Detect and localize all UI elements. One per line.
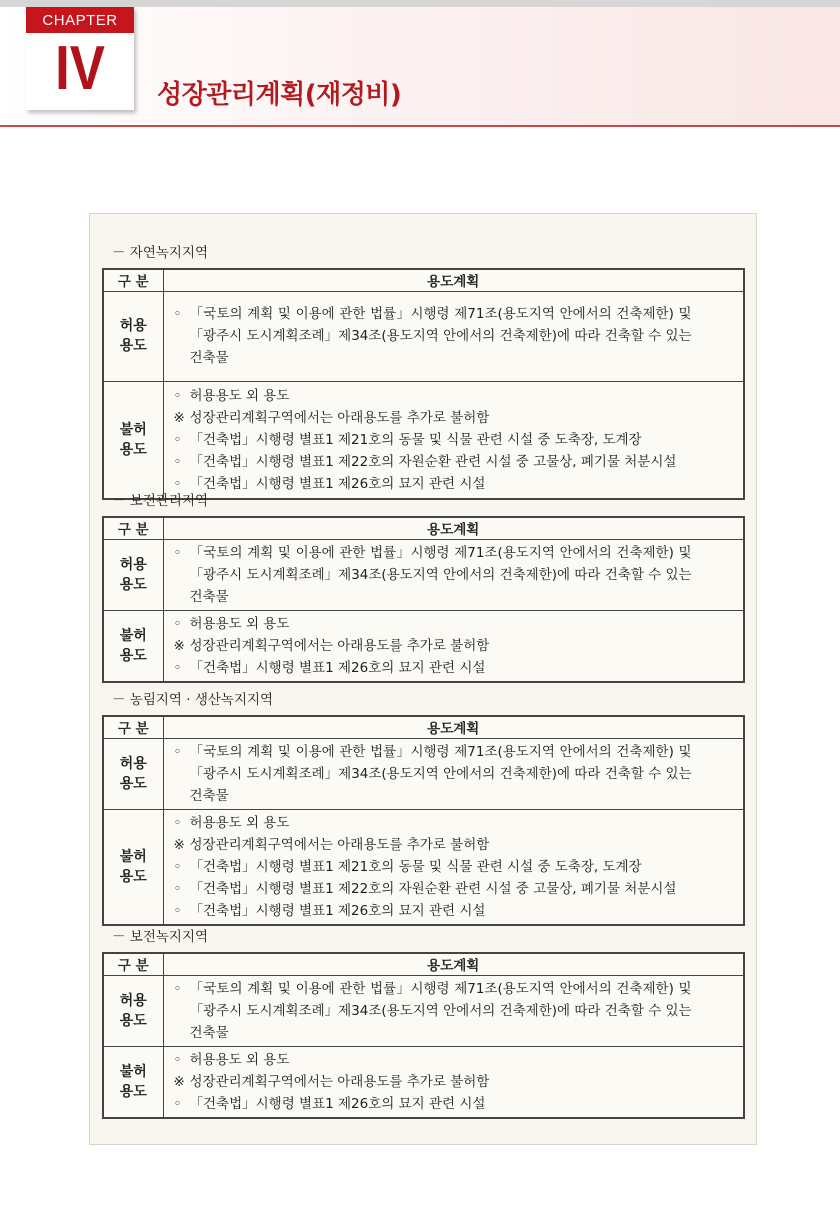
bullet: ※ bbox=[173, 1073, 185, 1090]
prohibited-item: 「건축법」시행령 별표1 제26호의 묘지 관련 시설 bbox=[189, 475, 486, 492]
prohibited-content bbox=[163, 1046, 744, 1118]
allowed-content bbox=[163, 975, 744, 1046]
bullet: ◦ bbox=[173, 1051, 182, 1068]
header-category: 구 분 bbox=[103, 269, 163, 291]
prohibited-content bbox=[163, 610, 744, 682]
allowed-content bbox=[163, 738, 744, 809]
prohibited-item: 「건축법」시행령 별표1 제21호의 동물 및 식물 관련 시설 중 도축장, 도계장 bbox=[189, 858, 642, 875]
prohibited-label: 불허 용도 bbox=[103, 1046, 163, 1118]
prohibited-label: 불허 용도 bbox=[103, 610, 163, 682]
header-plan: 용도계획 bbox=[163, 517, 744, 539]
allowed-line: 「국토의 계획 및 이용에 관한 법률」시행령 제71조(용도지역 안에서의 건축제한) 및 bbox=[189, 306, 692, 322]
prohibited-row bbox=[103, 809, 744, 925]
bullet: ◦ bbox=[173, 453, 182, 470]
prohibited-content bbox=[163, 809, 744, 925]
bullet: ◦ bbox=[173, 659, 182, 676]
allowed-line: 「광주시 도시계획조례」제34조(용도지역 안에서의 건축제한)에 따라 건축할 수 있는 bbox=[189, 328, 692, 344]
section-title: － 보전관리지역 bbox=[112, 493, 209, 509]
bullet: ◦ bbox=[173, 431, 182, 448]
bullet: ◦ bbox=[173, 814, 182, 831]
prohibited-row bbox=[103, 381, 744, 499]
allowed-row bbox=[103, 291, 744, 381]
chapter-label: CHAPTER bbox=[26, 7, 134, 33]
allowed-line: 「국토의 계획 및 이용에 관한 법률」시행령 제71조(용도지역 안에서의 건축제한) 및 bbox=[189, 743, 692, 760]
prohibited-item: 성장관리계획구역에서는 아래용도를 추가로 불허함 bbox=[189, 637, 490, 654]
allowed-line: 건축물 bbox=[189, 1024, 229, 1041]
prohibited-item: 허용용도 외 용도 bbox=[189, 1051, 290, 1068]
bullet: ◦ bbox=[173, 980, 182, 997]
bullet: ◦ bbox=[173, 387, 182, 404]
bullet: ◦ bbox=[173, 306, 182, 322]
header-divider bbox=[0, 125, 840, 127]
allowed-label: 허용 용도 bbox=[103, 539, 163, 610]
allowed-label: 허용 용도 bbox=[103, 291, 163, 381]
prohibited-item: 성장관리계획구역에서는 아래용도를 추가로 불허함 bbox=[189, 409, 490, 426]
chapter-badge bbox=[26, 7, 134, 110]
allowed-row bbox=[103, 539, 744, 610]
prohibited-item: 허용용도 외 용도 bbox=[189, 387, 290, 404]
bullet: ◦ bbox=[173, 902, 182, 919]
allowed-line: 「국토의 계획 및 이용에 관한 법률」시행령 제71조(용도지역 안에서의 건축제한) 및 bbox=[189, 980, 692, 997]
header-category: 구 분 bbox=[103, 716, 163, 738]
prohibited-item: 성장관리계획구역에서는 아래용도를 추가로 불허함 bbox=[189, 836, 490, 853]
bullet: ◦ bbox=[173, 1095, 182, 1112]
header-plan: 용도계획 bbox=[163, 269, 744, 291]
zone-table bbox=[102, 516, 745, 683]
allowed-label: 허용 용도 bbox=[103, 738, 163, 809]
bullet: ◦ bbox=[173, 858, 182, 875]
bullet: ◦ bbox=[173, 743, 182, 760]
zone-table bbox=[102, 952, 745, 1119]
section-title: － 자연녹지지역 bbox=[112, 245, 209, 261]
section-title: － 농림지역 · 생산녹지지역 bbox=[112, 692, 274, 708]
header-category: 구 분 bbox=[103, 953, 163, 975]
zone-table bbox=[102, 715, 745, 926]
prohibited-item: 「건축법」시행령 별표1 제22호의 자원순환 관련 시설 중 고물상, 폐기물 처분시설 bbox=[189, 880, 677, 897]
allowed-label: 허용 용도 bbox=[103, 975, 163, 1046]
bullet: ※ bbox=[173, 637, 185, 654]
prohibited-item: 허용용도 외 용도 bbox=[189, 814, 290, 831]
allowed-line: 건축물 bbox=[189, 787, 229, 804]
header-category: 구 분 bbox=[103, 517, 163, 539]
prohibited-item: 성장관리계획구역에서는 아래용도를 추가로 불허함 bbox=[189, 1073, 490, 1090]
prohibited-row bbox=[103, 1046, 744, 1118]
prohibited-item: 「건축법」시행령 별표1 제26호의 묘지 관련 시설 bbox=[189, 1095, 486, 1112]
bullet: ※ bbox=[173, 409, 185, 426]
prohibited-row bbox=[103, 610, 744, 682]
allowed-line: 「광주시 도시계획조례」제34조(용도지역 안에서의 건축제한)에 따라 건축할 수 있는 bbox=[189, 765, 692, 782]
allowed-content bbox=[163, 539, 744, 610]
prohibited-content bbox=[163, 381, 744, 499]
allowed-row bbox=[103, 975, 744, 1046]
page-title: 성장관리계획(재정비) bbox=[157, 80, 402, 110]
allowed-line: 건축물 bbox=[189, 588, 229, 605]
prohibited-item: 「건축법」시행령 별표1 제22호의 자원순환 관련 시설 중 고물상, 폐기물 처분시설 bbox=[189, 453, 677, 470]
section-title: － 보전녹지지역 bbox=[112, 929, 209, 945]
allowed-content bbox=[163, 291, 744, 381]
header-plan: 용도계획 bbox=[163, 716, 744, 738]
prohibited-item: 「건축법」시행령 별표1 제21호의 동물 및 식물 관련 시설 중 도축장, 도계장 bbox=[189, 431, 642, 448]
allowed-line: 「광주시 도시계획조례」제34조(용도지역 안에서의 건축제한)에 따라 건축할 수 있는 bbox=[189, 566, 692, 583]
bullet: ◦ bbox=[173, 475, 182, 492]
chapter-number: IV bbox=[55, 33, 105, 103]
allowed-line: 「국토의 계획 및 이용에 관한 법률」시행령 제71조(용도지역 안에서의 건축제한) 및 bbox=[189, 544, 692, 561]
zone-table bbox=[102, 268, 745, 500]
bullet: ◦ bbox=[173, 544, 182, 561]
prohibited-item: 허용용도 외 용도 bbox=[189, 615, 290, 632]
allowed-row bbox=[103, 738, 744, 809]
top-bar bbox=[0, 0, 840, 7]
allowed-line: 「광주시 도시계획조례」제34조(용도지역 안에서의 건축제한)에 따라 건축할 수 있는 bbox=[189, 1002, 692, 1019]
prohibited-label: 불허 용도 bbox=[103, 809, 163, 925]
bullet: ◦ bbox=[173, 615, 182, 632]
allowed-line: 건축물 bbox=[189, 350, 229, 366]
bullet: ※ bbox=[173, 836, 185, 853]
prohibited-label: 불허 용도 bbox=[103, 381, 163, 499]
header-plan: 용도계획 bbox=[163, 953, 744, 975]
prohibited-item: 「건축법」시행령 별표1 제26호의 묘지 관련 시설 bbox=[189, 659, 486, 676]
bullet: ◦ bbox=[173, 880, 182, 897]
prohibited-item: 「건축법」시행령 별표1 제26호의 묘지 관련 시설 bbox=[189, 902, 486, 919]
